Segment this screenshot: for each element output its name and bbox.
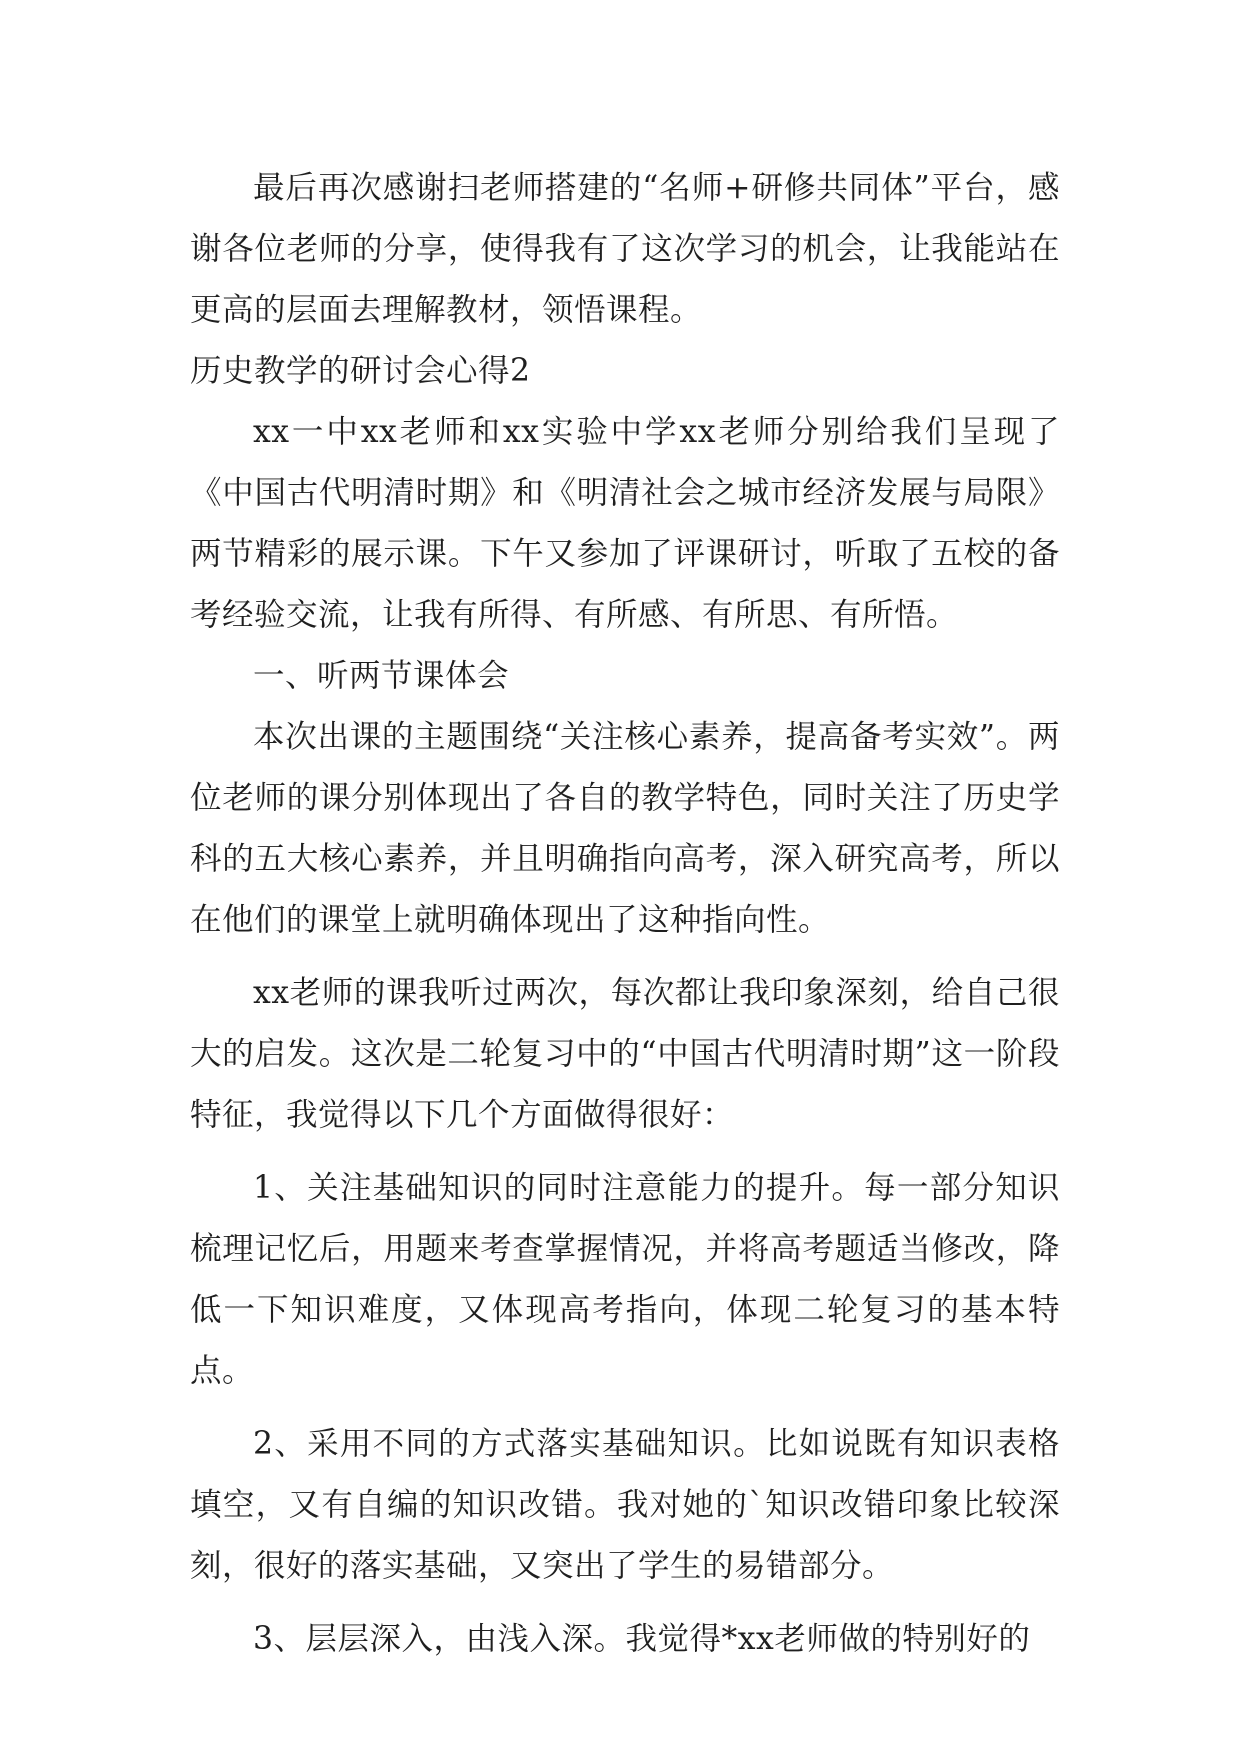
paragraph-point-1: 1、关注基础知识的同时注意能力的提升。每一部分知识梳理记忆后，用题来考查掌握情况，并将高考题适当修改，降低一下知识难度，又体现高考指向，体现二轮复习的基本特点。 [190, 1170, 1060, 1389]
paragraph-intro: xx一中xx老师和xx实验中学xx老师分别给我们呈现了《中国古代明清时期》和《明清社会之城市经济发展与局限》两节精彩的展示课。下午又参加了评课研讨，听取了五校的备考经验交流，让我有所得、有所感、有所思、有所悟。 [190, 414, 1060, 633]
paragraph-theme: 本次出课的主题围绕“关注核心素养，提高备考实效”。两位老师的课分别体现出了各自的教学特色，同时关注了历史学科的五大核心素养，并且明确指向高考，深入研究高考，所以在他们的课堂上就明确体现出了这种指向性。 [190, 719, 1060, 938]
subsection-title: 一、听两节课体会 [253, 658, 510, 694]
document-body [190, 158, 1060, 1670]
paragraph-point-2: 2、采用不同的方式落实基础知识。比如说既有知识表格填空，又有自编的知识改错。我对她的`知识改错印象比较深刻，很好的落实基础，又突出了学生的易错部分。 [190, 1426, 1060, 1584]
section-title: 历史教学的研讨会心得2 [190, 353, 531, 389]
paragraph-thanks: 最后再次感谢扫老师搭建的“名师+研修共同体”平台，感谢各位老师的分享，使得我有了这次学习的机会，让我能站在更高的层面去理解教材，领悟课程。 [190, 170, 1060, 328]
paragraph-point-3: 3、层层深入，由浅入深。我觉得*xx老师做的特别好的 [253, 1621, 1031, 1657]
paragraph-teacher-class: xx老师的课我听过两次，每次都让我印象深刻，给自己很大的启发。这次是二轮复习中的“中国古代明清时期”这一阶段特征，我觉得以下几个方面做得很好： [190, 975, 1060, 1133]
